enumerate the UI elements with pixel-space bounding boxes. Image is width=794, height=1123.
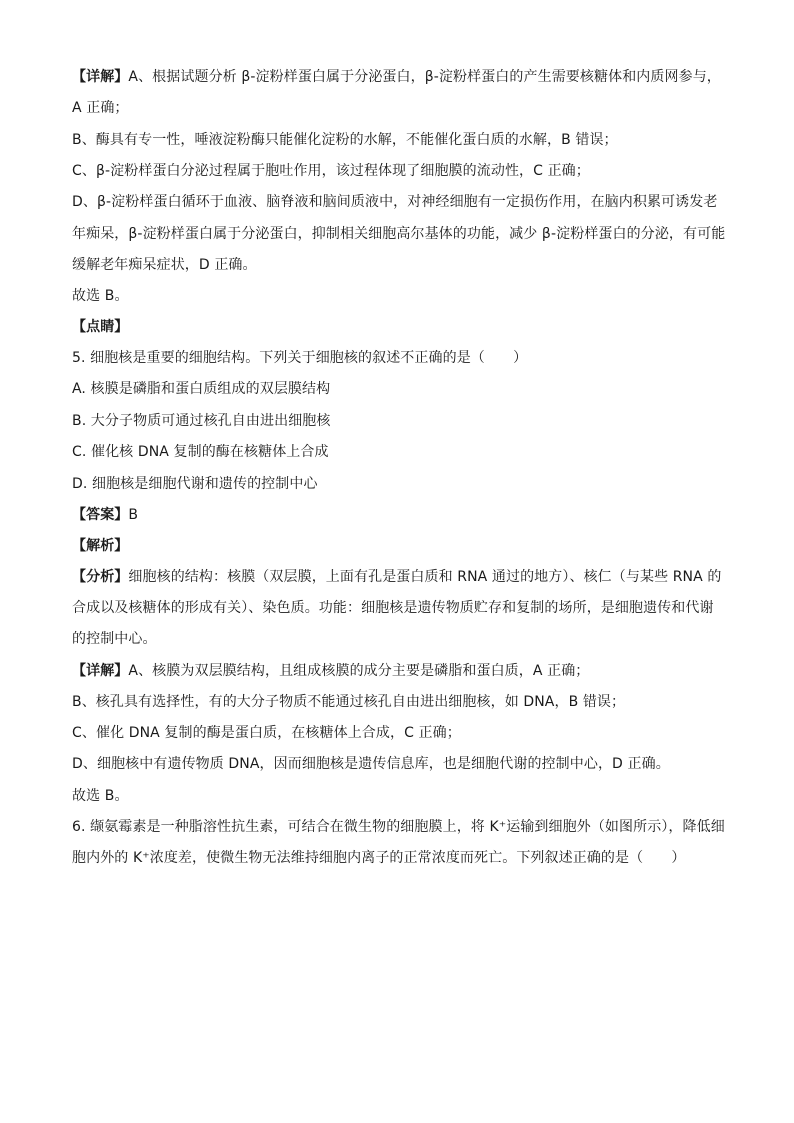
line-text: C、催化 DNA 复制的酶是蛋白质，在核糖体上合成，C 正确；	[72, 725, 461, 741]
section-tag: 【分析】	[72, 569, 129, 585]
line-text: A、核膜为双层膜结构，且组成核膜的成分主要是磷脂和蛋白质，A 正确；	[128, 663, 590, 679]
line-text: 故选 B。	[72, 788, 129, 804]
line-text: 缓解老年痴呆症状，D 正确。	[72, 257, 257, 273]
line-text: D、β-淀粉样蛋白循环于血液、脑脊液和脑间质液中，对神经细胞有一定损伤作用，在脑内积累可诱发老	[72, 194, 718, 210]
text-line	[72, 192, 732, 212]
line-text: 故选 B。	[72, 288, 129, 304]
text-line	[72, 754, 732, 774]
line-text: 合成以及核糖体的形成有关）、染色质。功能：细胞核是遗传物质贮存和复制的场所，是细胞遗传和代谢	[72, 600, 714, 616]
text-line	[72, 723, 732, 743]
text-line	[72, 567, 732, 587]
text-line	[72, 161, 732, 181]
line-text: D. 细胞核是细胞代谢和遗传的控制中心	[72, 476, 318, 492]
text-line	[72, 67, 732, 87]
line-text: C、β-淀粉样蛋白分泌过程属于胞吐作用，该过程体现了细胞膜的流动性，C 正确；	[72, 163, 590, 179]
question-stem	[72, 848, 732, 868]
line-text: 细胞核的结构：核膜（双层膜，上面有孔是蛋白质和 RNA 通过的地方）、核仁（与某些 RNA 的	[128, 569, 722, 585]
question-stem	[72, 817, 732, 837]
text-line	[72, 536, 732, 556]
line-text: C. 催化核 DNA 复制的酶在核糖体上合成	[72, 444, 329, 460]
question-stem	[72, 348, 732, 368]
line-text: 年痴呆，β-淀粉样蛋白属于分泌蛋白，抑制相关细胞高尔基体的功能，减少 β-淀粉样蛋白的分泌，有可能	[72, 226, 726, 242]
text-line	[72, 598, 732, 618]
option-a	[72, 379, 732, 399]
line-text: D、细胞核中有遗传物质 DNA，因而细胞核是遗传信息库，也是细胞代谢的控制中心，D 正确。	[72, 756, 670, 772]
line-text: A、根据试题分析 β-淀粉样蛋白属于分泌蛋白，β-淀粉样蛋白的产生需要核糖体和内质网参与，	[128, 69, 721, 85]
line-text: 胞内外的 K⁺浓度差，使微生物无法维持细胞内离子的正常浓度而死亡。下列叙述正确的是（ ）	[72, 850, 686, 866]
line-text: A. 核膜是磷脂和蛋白质组成的双层膜结构	[72, 381, 331, 397]
option-b	[72, 411, 732, 431]
text-line	[72, 317, 732, 337]
text-line	[72, 629, 732, 649]
line-text: B、酶具有专一性，唾液淀粉酶只能催化淀粉的水解，不能催化蛋白质的水解，B 错误；	[72, 132, 618, 148]
line-text: A 正确；	[72, 100, 129, 116]
section-tag: 【详解】	[72, 69, 129, 85]
section-tag: 【解析】	[72, 538, 129, 554]
answer-line	[72, 505, 732, 525]
text-line	[72, 692, 732, 712]
text-line	[72, 224, 732, 244]
line-text: 6. 缬氨霉素是一种脂溶性抗生素，可结合在微生物的细胞膜上，将 K⁺运输到细胞外（如图所示），降低细	[72, 819, 725, 835]
line-text: B. 大分子物质可通过核孔自由进出细胞核	[72, 413, 331, 429]
section-tag: 【答案】	[72, 507, 129, 523]
option-d	[72, 474, 732, 494]
text-line	[72, 130, 732, 150]
section-tag: 【详解】	[72, 663, 129, 679]
text-line	[72, 98, 732, 118]
section-tag: 【点睛】	[72, 319, 129, 335]
answer-value: B	[128, 507, 139, 523]
line-text: B、核孔具有选择性，有的大分子物质不能通过核孔自由进出细胞核，如 DNA，B 错误；	[72, 694, 626, 710]
text-line	[72, 786, 732, 806]
text-line	[72, 286, 732, 306]
text-line	[72, 255, 732, 275]
text-line	[72, 661, 732, 681]
option-c	[72, 442, 732, 462]
line-text: 的控制中心。	[72, 631, 157, 647]
line-text: 5. 细胞核是重要的细胞结构。下列关于细胞核的叙述不正确的是（ ）	[72, 350, 528, 366]
